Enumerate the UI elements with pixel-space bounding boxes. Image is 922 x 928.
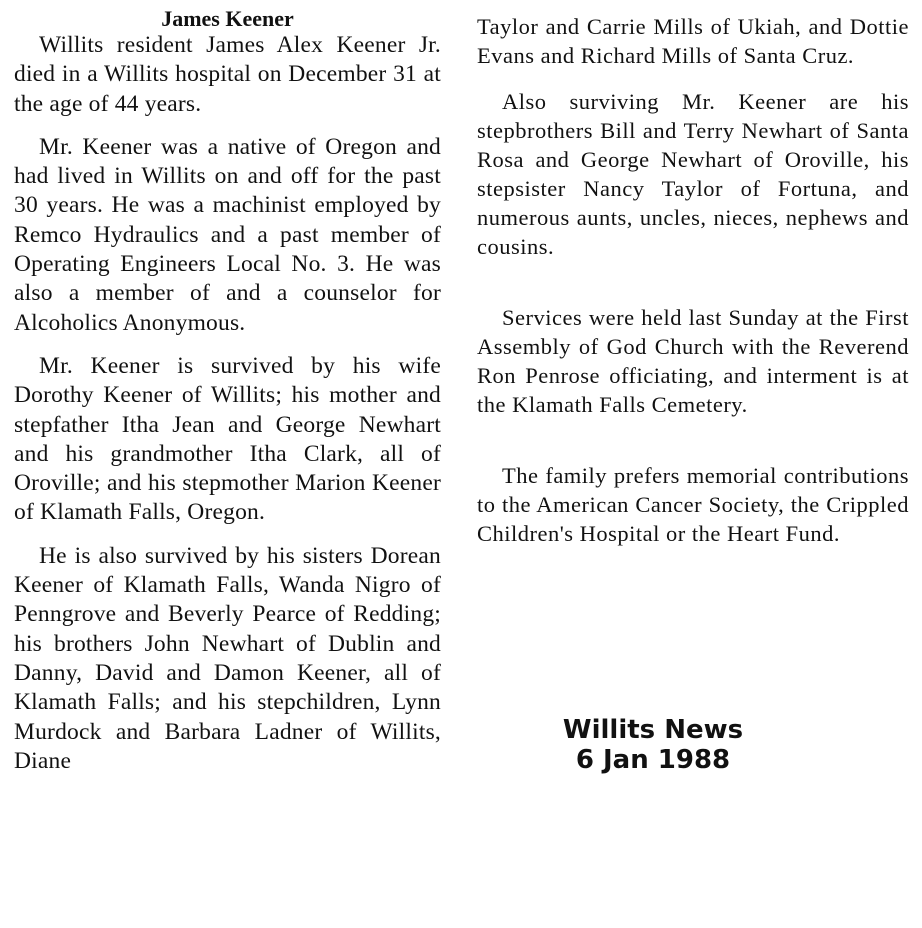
paragraph: Mr. Keener is survived by his wife Dorothy Keener of Willits; his mother and stepfather Itha Jean and George Newhart and his grandmother Itha Clark, all of Oroville; and his stepmother Marion Keener of Klamath Falls, Oregon.: [14, 352, 441, 526]
source-date: 6 Jan 1988: [575, 745, 731, 775]
source-citation: [477, 715, 829, 775]
paragraph: Also surviving Mr. Keener are his stepbrothers Bill and Terry Newhart of Santa Rosa and George Newhart of Oroville, his stepsister Nancy Taylor of Fortuna, and numerous aunts, uncles, nieces, nephews and cousins.: [477, 89, 909, 259]
paragraph: Willits resident James Alex Keener Jr. died in a Willits hospital on December 31 at the age of 44 years.: [14, 32, 441, 117]
right-column: [477, 0, 909, 548]
paragraph: He is also survived by his sisters Dorean Keener of Klamath Falls, Wanda Nigro of Penngrove and Beverly Pearce of Redding; his brothers John Newhart of Dublin and Danny, David and Damon Keener, all of Klamath Falls; and his stepchildren, Lynn Murdock and Barbara Ladner of Willits, Diane: [14, 542, 441, 774]
source-publication: Willits News: [562, 715, 744, 745]
paragraph: Services were held last Sunday at the First Assembly of God Church with the Reverend Ron Penrose officiating, and interment is at the Klamath Falls Cemetery.: [477, 305, 909, 417]
paragraph-continued: Taylor and Carrie Mills of Ukiah, and Dottie Evans and Richard Mills of Santa Cruz.: [477, 14, 909, 68]
left-column: [14, 0, 441, 776]
paragraph: Mr. Keener was a native of Oregon and had lived in Willits on and off for the past 30 years. He was a machinist employed by Remco Hydraulics and a past member of Operating Engineers Local No. 3. He was also a member of and a counselor for Alcoholics Anonymous.: [14, 133, 441, 336]
obituary-title: James Keener: [161, 6, 294, 31]
paragraph: The family prefers memorial contributions to the American Cancer Society, the Crippled Children's Hospital or the Heart Fund.: [477, 463, 909, 546]
